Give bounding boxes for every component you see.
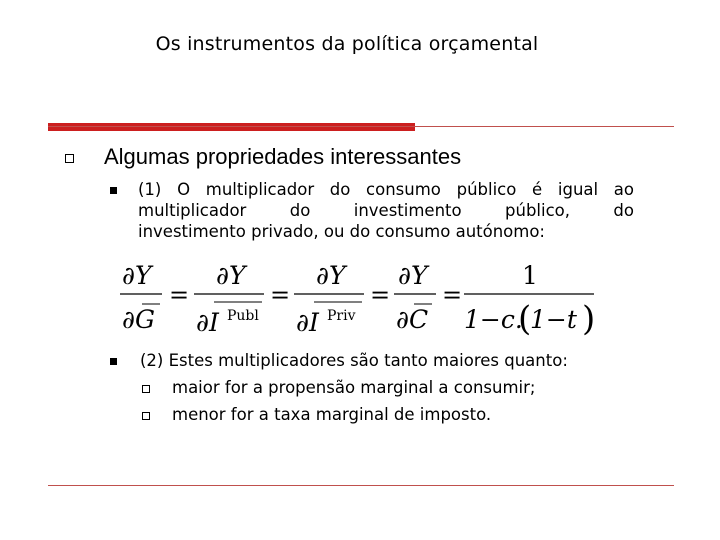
svg-text:∂I: ∂I bbox=[196, 308, 219, 337]
slide-title: Os instrumentos da política orçamental bbox=[155, 33, 539, 55]
fraction-multiplier bbox=[464, 261, 595, 339]
fraction-dY-dIpriv bbox=[294, 261, 364, 337]
svg-text:∂Y: ∂Y bbox=[316, 261, 346, 290]
equals-sign-4: = bbox=[442, 281, 463, 309]
svg-text:Publ: Publ bbox=[227, 308, 259, 324]
equals-sign-2: = bbox=[270, 281, 291, 309]
equals-sign-3: = bbox=[370, 281, 391, 309]
svg-text:∂Y: ∂Y bbox=[122, 261, 152, 290]
fraction-dY-dC bbox=[394, 261, 436, 334]
sub1-bullet-icon bbox=[142, 385, 150, 393]
title-rule-thin bbox=[48, 126, 674, 127]
item1-line3: investimento privado, ou do consumo autónomo: bbox=[138, 222, 545, 241]
multiplier-formula bbox=[116, 257, 616, 342]
item1-bullet-icon bbox=[110, 187, 117, 194]
level1-bullet-icon bbox=[65, 154, 74, 163]
title-rule-thick bbox=[48, 123, 415, 131]
item2-bullet-icon bbox=[110, 358, 117, 365]
item1-paragraph bbox=[138, 179, 634, 242]
svg-text:∂Y: ∂Y bbox=[398, 261, 428, 290]
item1-line2: multiplicador do investimento público, do bbox=[138, 201, 634, 220]
svg-text:1: 1 bbox=[522, 261, 538, 290]
svg-text:1−c.: 1−c. bbox=[464, 305, 523, 334]
svg-text:∂C: ∂C bbox=[396, 305, 429, 334]
sub1-text: maior for a propensão marginal a consumir; bbox=[172, 378, 536, 397]
fraction-dY-dIpubl bbox=[194, 261, 264, 337]
close-paren: ) bbox=[582, 299, 596, 339]
sub2-text: menor for a taxa marginal de imposto. bbox=[172, 405, 492, 424]
sub2-bullet-icon bbox=[142, 412, 150, 420]
footer-rule bbox=[48, 485, 674, 486]
fraction-dY-dG bbox=[120, 261, 162, 334]
svg-text:∂I: ∂I bbox=[296, 308, 319, 337]
open-paren: ( bbox=[518, 299, 532, 339]
svg-text:Priv: Priv bbox=[327, 308, 356, 324]
svg-text:∂G: ∂G bbox=[122, 305, 155, 334]
svg-text:∂Y: ∂Y bbox=[216, 261, 246, 290]
item2-text: (2) Estes multiplicadores são tanto maiores quanto: bbox=[140, 351, 568, 370]
level1-heading: Algumas propriedades interessantes bbox=[104, 144, 462, 169]
item1-line1: (1) O multiplicador do consumo público é igual ao bbox=[138, 180, 634, 199]
equals-sign-1: = bbox=[169, 281, 190, 309]
svg-text:1−t: 1−t bbox=[530, 305, 577, 334]
